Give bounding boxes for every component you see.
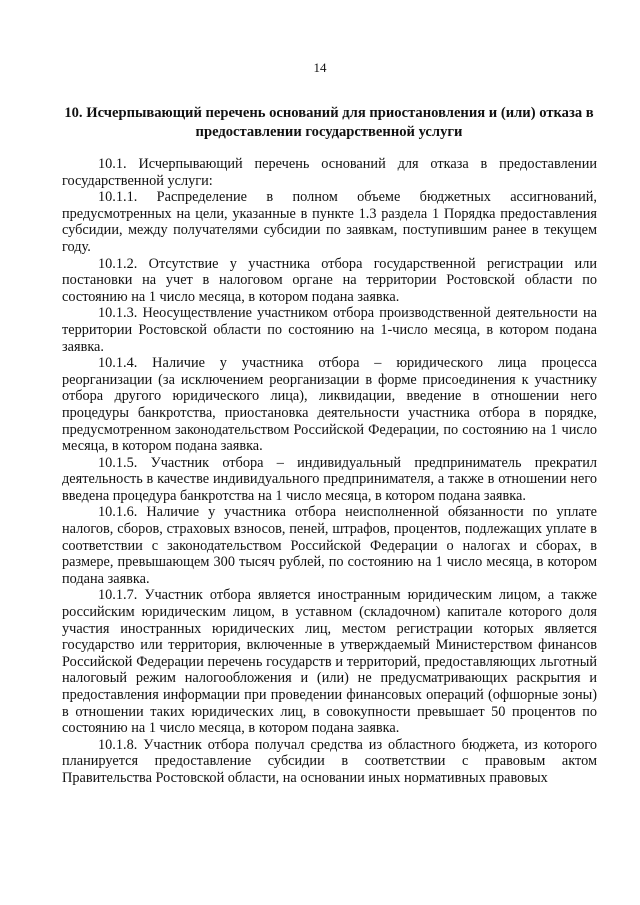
paragraph-10-1: 10.1. Исчерпывающий перечень оснований для отказа в предоставлении государственной услуги: <box>62 156 597 189</box>
paragraph-10-1-2: 10.1.2. Отсутствие у участника отбора государственной регистрации или постановки на учет в налоговом органе на территории Ростовской области по состоянию на 1 число месяца, в котором подана заявка. <box>62 255 597 305</box>
paragraph-10-1-7: 10.1.7. Участник отбора является иностранным юридическим лицом, а также российским юридическим лицом, в уставном (складочном) капитале которого доля участия иностранных юридических лиц, местом регистрации которых является государство или территория, включенные в утверждаемый Министерством финансов Российской Федерации перечень государств и территорий, предоставляющих льготный налоговый режим налогообложения и (или) не предусматривающих раскрытия и предоставления информации при проведении финансовых операций (офшорные зоны) в отношении таких юридических лиц, в совокупности превышает 50 процентов по состоянию на 1 число месяца, в котором подана заявка. <box>62 587 597 737</box>
paragraph-10-1-4: 10.1.4. Наличие у участника отбора – юридического лица процесса реорганизации (за исключением реорганизации в форме присоединения к участнику отбора другого юридического лица), ликвидации, введение в отношении него процедуры банкротства, приостановка деятельности участника отбора в порядке, предусмотренном законодательством Российской Федерации, по состоянию на 1 число месяца, в котором подана заявка. <box>62 355 597 455</box>
paragraph-10-1-8: 10.1.8. Участник отбора получал средства из областного бюджета, из которого планируется предоставление субсидии в соответствии с правовым актом Правительства Ростовской области, на основании иных нормативных правовых <box>62 736 597 786</box>
paragraph-10-1-3: 10.1.3. Неосуществление участником отбора производственной деятельности на территории Ростовской области по состоянию на 1-число месяца, в котором подана заявка. <box>62 305 597 355</box>
paragraph-10-1-5: 10.1.5. Участник отбора – индивидуальный предприниматель прекратил деятельность в качестве индивидуального предпринимателя, а также в отношении него введена процедура банкротства на 1 число месяца, в котором подана заявка. <box>62 454 597 504</box>
paragraph-10-1-1: 10.1.1. Распределение в полном объеме бюджетных ассигнований, предусмотренных на цели, указанные в пункте 1.3 раздела 1 Порядка предоставления субсидии, между получателями субсидии по заявкам, поступившим ранее в текущем году. <box>62 189 597 255</box>
document-body <box>62 156 597 787</box>
page-number: 14 <box>313 60 327 75</box>
section-heading: 10. Исчерпывающий перечень оснований для приостановления и (или) отказа в предоставлении государственной услуги <box>64 105 594 140</box>
paragraph-10-1-6: 10.1.6. Наличие у участника отбора неисполненной обязанности по уплате налогов, сборов, страховых взносов, пеней, штрафов, процентов, подлежащих уплате в соответствии с законодательством Российской Федерации о налогах и сборах, в размере, превышающем 300 тысяч рублей, по состоянию на 1 число месяца, в котором подана заявка. <box>62 504 597 587</box>
